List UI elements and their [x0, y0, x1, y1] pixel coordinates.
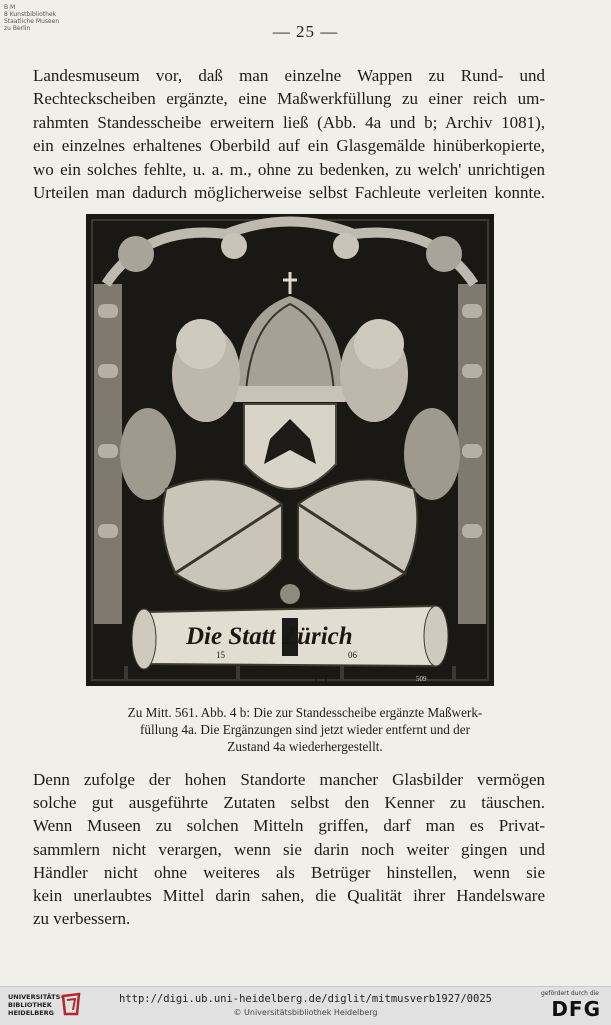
stamp-line: zu Berlin [4, 25, 31, 32]
library-logo-line: HEIDELBERG [8, 1009, 55, 1017]
library-logo-line: UNIVERSITÄTS- [8, 993, 63, 1001]
paragraph-bottom [33, 768, 545, 930]
text-line: rahmten Standesscheibe erweitern ließ (Abb. 4a und b; Archiv 1081), [33, 112, 545, 132]
caption-line: füllung 4a. Die Ergänzungen sind jetzt wieder entfernt und der [139, 722, 471, 737]
dfg-logo[interactable]: DFG [551, 997, 601, 1021]
banner-text: Die Statt Zürich [186, 623, 353, 650]
text-line: ein einzelnes erhaltenes Oberbild auf ein Glasgemälde hinüberkopierte, [33, 136, 545, 156]
figure-caption [70, 704, 540, 755]
banner-date-right: 06 [348, 650, 357, 660]
text-line: solche gut ausgeführte Zutaten selbst den Kenner zu täuschen. [33, 793, 545, 813]
text-line: wo ein solches fehlte, u. a. m., ohne zu bedenken, zu welch' unrichtigen [33, 159, 545, 179]
banner-date-left: 15 [216, 650, 225, 660]
viewer-footer [0, 986, 611, 1025]
stained-glass-figure [86, 214, 494, 686]
funded-by-label: gefördert durch die [541, 990, 599, 997]
plate-number: 509 [416, 675, 427, 683]
stamp-line: Staatliche Museen [4, 18, 60, 25]
permalink-url[interactable]: http://digi.ub.uni-heidelberg.de/diglit/mitmusverb1927/0025 [119, 993, 492, 1005]
library-logo-line: BIBLIOTHEK [8, 1001, 52, 1009]
caption-line: Zu Mitt. 561. Abb. 4 b: Die zur Standesscheibe ergänzte Maßwerk- [127, 705, 483, 720]
stained-glass-image [86, 214, 494, 686]
stamp-line: B M [4, 4, 16, 11]
text-line: kein unerlaubtes Mittel darin sahen, die Qualität ihrer Handelsware [33, 886, 545, 906]
page-number: — 25 — [272, 22, 339, 41]
text-line: Landesmuseum vor, daß man einzelne Wappen zu Rund- und [33, 66, 545, 85]
text-line: sammlern nicht verargen, wenn sie darin noch weiter gingen und [33, 839, 545, 859]
stamp-line: 8 Kunstbibliothek [4, 11, 57, 18]
paragraph-top [33, 64, 545, 204]
text-line: zu verbessern. [33, 909, 131, 929]
text-line: Wenn Museen zu solchen Mitteln griffen, darf man es Privat- [33, 816, 545, 836]
text-line: Denn zufolge der hohen Standorte mancher Glasbilder vermögen [33, 770, 545, 789]
caption-line: Zustand 4a wiederhergestellt. [227, 739, 383, 754]
text-line: Händler nicht ohne weiteres als Betrüger hinstellen, wenn sie [33, 862, 545, 882]
copyright-notice: © Universitätsbibliothek Heidelberg [233, 1008, 378, 1017]
text-line: Urteilen man dadurch möglicherweise selbst Fachleute verleiten konnte. [33, 183, 545, 203]
text-line: Rechteckscheiben ergänzte, eine Maßwerkfüllung zu einer reich um- [33, 89, 545, 109]
